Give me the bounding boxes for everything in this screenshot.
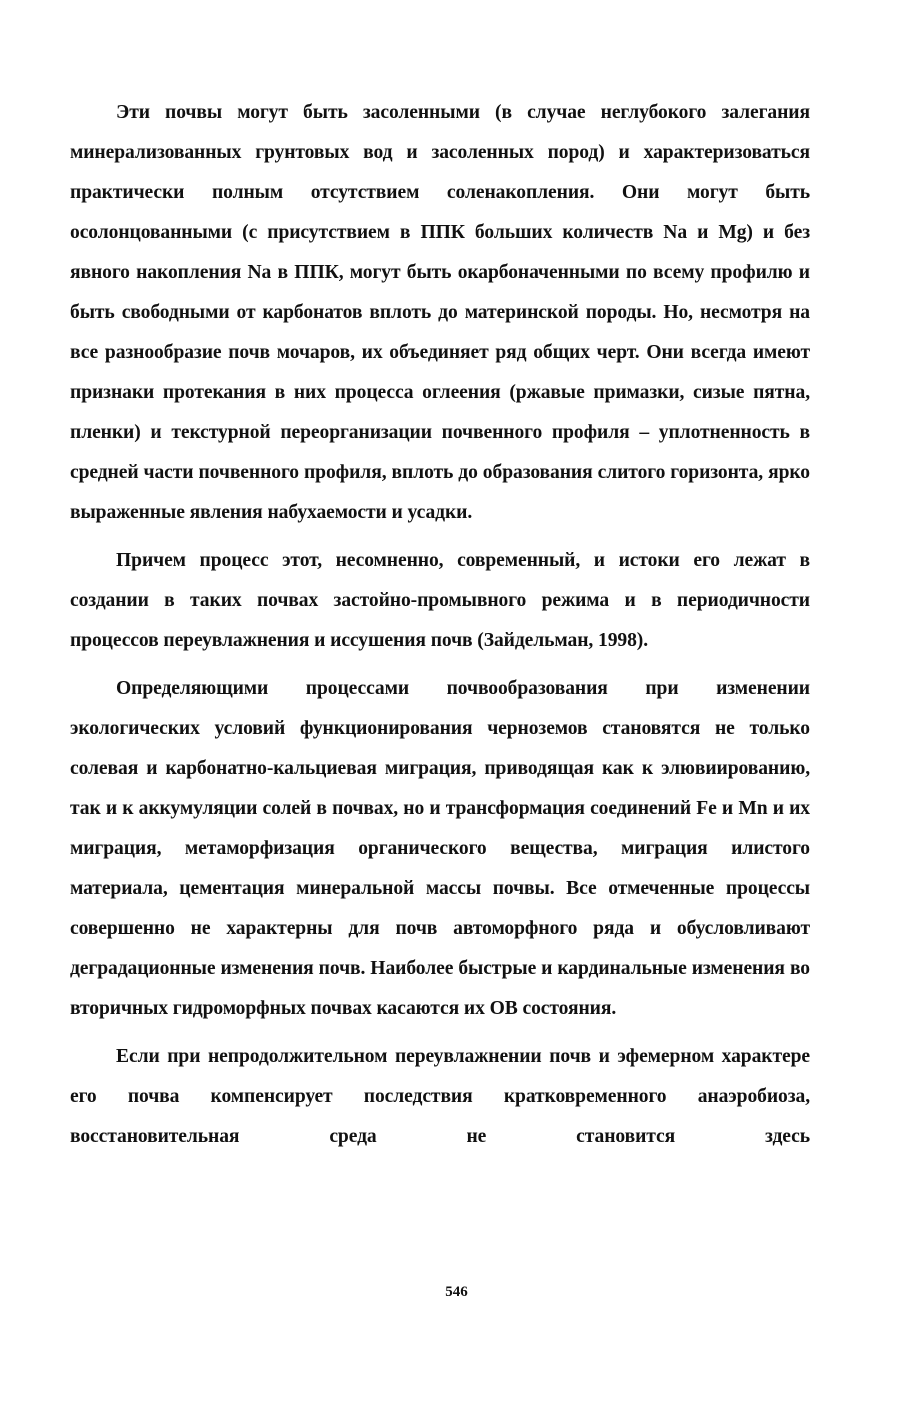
paragraph: Эти почвы могут быть засоленными (в случае неглубокого залегания минерализованных грунтовых вод и засоленных пород) и характеризоваться практически полным отсутствием соленакопления. Они могут быть осолонцованными (с присутствием в ППК больших количеств Na и Mg) и без явного накопления Na в ППК, могут быть окарбоначенными по всему профилю и быть свободными от карбонатов вплоть до материнской породы. Но, несмотря на все разнообразие почв мочаров, их объединяет ряд общих черт. Они всегда имеют признаки протекания в них процесса оглеения (ржавые примазки, сизые пятна, пленки) и текстурной переорганизации почвенного профиля – уплотненность в средней части почвенного профиля, вплоть до образования слитого горизонта, ярко выраженные явления набухаемости и усадки.	[70, 102, 810, 523]
paragraph: Причем процесс этот, несомненно, современный, и истоки его лежат в создании в таких почвах застойно-промывного режима и в периодичности процессов переувлажнения и иссушения почв (Зайдельман, 1998).	[70, 550, 810, 651]
page-number: 546	[445, 1284, 468, 1300]
paragraph: Если при непродолжительном переувлажнении почв и эфемерном характере его почва компенсирует последствия кратковременного анаэробиоза, восстановительная среда не становится здесь	[70, 1046, 810, 1147]
paragraph: Определяющими процессами почвообразования при изменении экологических условий функционирования черноземов становятся не только солевая и карбонатно-кальциевая миграция, приводящая как к элювиированию, так и к аккумуляции солей в почвах, но и трансформация соединений Fe и Mn и их миграция, метаморфизация органического вещества, миграция илистого материала, цементация минеральной массы почвы. Все отмеченные процессы совершенно не характерны для почв автоморфного ряда и обусловливают деградационные изменения почв. Наиболее быстрые и кардинальные изменения во вторичных гидроморфных почвах касаются их ОВ состояния.	[70, 678, 810, 1019]
body-text	[70, 93, 810, 1157]
